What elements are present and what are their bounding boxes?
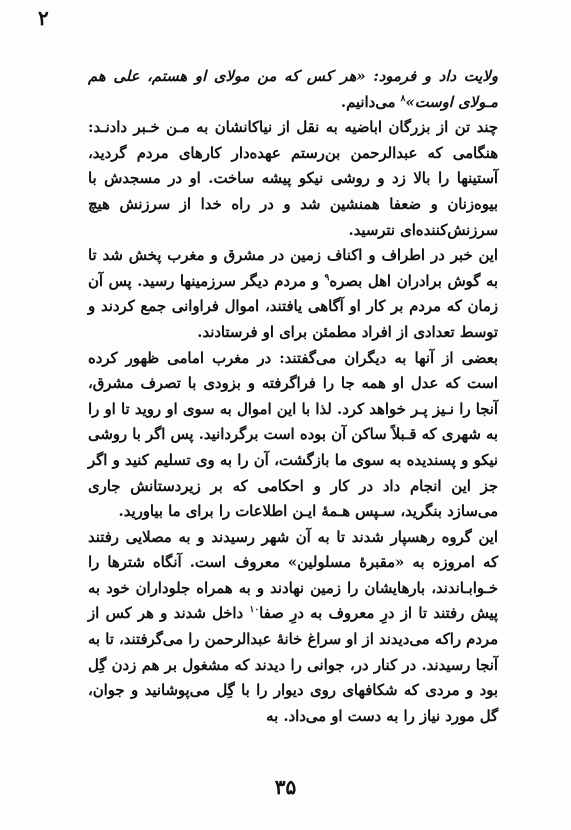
paragraph-2-line-1: چند تن از بزرگان اباضیه به نقل از نیاکانشان به مـن خـبر دادنـد: [88,119,498,137]
footnote-ref-9: ۹ [324,272,330,283]
paragraph-3 [88,243,498,345]
paragraph-1-line-1: ولایت داد و فرمود: «هر کس که من مولای او هستم، علی هم مـولای [88,68,498,111]
paragraph-5-line-2: امروزه به «مقبرهٔ مسلولین» معروف است. آنگاه شترها را خـوابـاندند، [88,554,498,597]
paragraph-5-line-3: بارهایشان را زمین نهادند و به همراه جلوداران خود به پیش رفتند تا از [88,579,499,623]
footnote-ref-10: ۱۰ [249,605,260,616]
paragraph-5-line-1: این گروه رهسپار شدند تا به آن شهر رسیدند و به مصلایی رفتند که [88,528,498,572]
paragraph-1-tail: می‌دانیم. [340,93,401,111]
body-text [88,64,498,729]
paragraph-2-line-3: را بالا زد و روشی نیکو پیشه ساخت. او در مسجدش با بیوه‌زنان و ضعفا [88,170,499,213]
paragraph-4-line-5: ما بازگشت، آن را به وی تسلیم کنید و اگر جز این انجام داد در کار و [88,451,498,495]
paragraph-4-line-2: عدل او همه جا را فراگرفته و بزودی با تصرف مشرق، آنجا را نـیز پـر [88,375,498,418]
paragraph-5 [88,525,498,730]
paragraph-4-line-1: بعضی از آنها به دیگران می‌گفتند: در مغرب امامی ظهور کرده است که [88,349,498,393]
paragraph-4-line-3: خواهد کرد. لذا با این اموال به سوی او روید تا او را به شهری که قـبلاً [88,400,498,444]
paragraph-2 [88,115,498,243]
footnote-ref-8: ۸ [400,93,406,104]
paragraph-3-line-1: این خبر در اطراف و اکناف زمین در مشرق و مغرب پخش شد تا به [88,247,498,290]
paragraph-4 [88,346,498,525]
paragraph-4-line-6: احکامی که بر زیردستانش جاری می‌سازد بنگرید، سـپس هـمهٔ ایـن [88,477,498,521]
paragraph-3-line-2: گوش برادران اهل بصره [329,272,481,290]
corner-mark: ۲ [38,6,49,30]
paragraph-1-line-2: اوست» [405,93,453,111]
paragraph-2-line-2: هنگامی که عبدالرحمن بن‌رستم عهده‌دار کارهای مردم گردید، آستینها [88,144,498,188]
paragraph-4-line-7: اطلاعات را برای ما بیاورید. [118,503,288,521]
paragraph-5-tail: داخل شدند و هر کس از مردم راکه می‌دیدند از او سراغ خانهٔ عبدالرحمن را می‌گرفتند، تا به آنجا رسیدند. در کنار در، جوانی را دیدند که مشغول بر هم زدن گِل بود و مردی که شکافهای روی دیوار را با گِل می‌پوشانید و جوان، گل مورد نیاز را به دست او می‌داد. به [88,605,498,725]
paragraph-5-line-4: درِ معروف به درِ صفا [259,605,395,623]
page-number: ۳۵ [274,775,297,799]
paragraph-4-line-4: ساکن آن بوده است برگردانید. پس اگر با روشی نیکو و پسندیده به سوی [88,426,498,469]
paragraph-1 [88,64,498,115]
paragraph-3-tail: و مردم دیگر سرزمینها رسید. پس آن زمان که مردم بر کار او آگاهی یافتند، اموال فراوانی جمع کردند و توسط تعدادی از افراد مطمئن برای او فرستادند. [88,272,498,341]
paragraph-2-line-4: همنشین شد و در راه خدا از سرزنش هیچ سرزنش‌کننده‌ای نترسید. [88,195,498,239]
